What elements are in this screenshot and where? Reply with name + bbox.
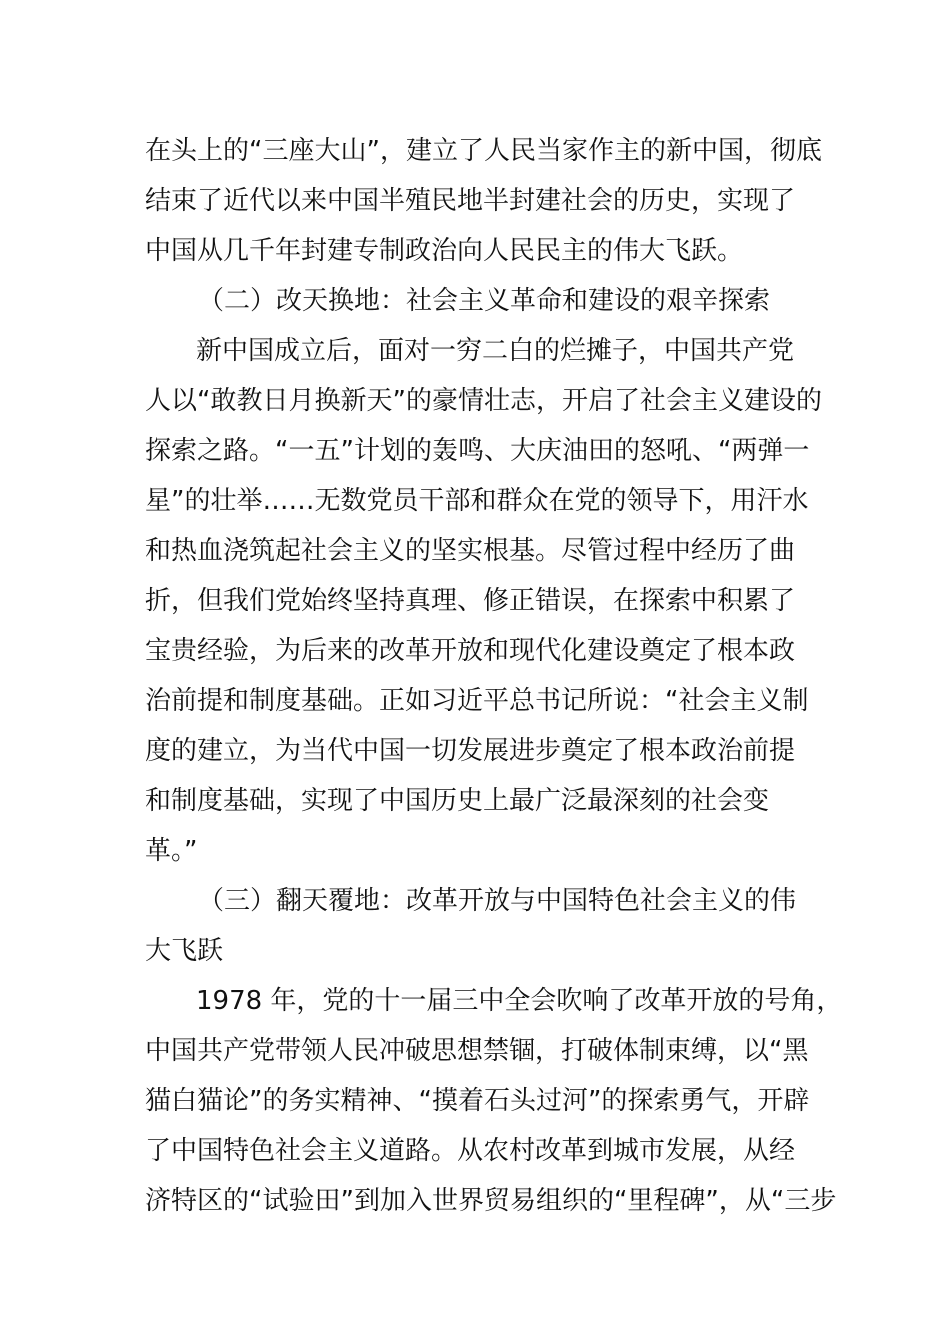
text-line: 新中国成立后，面对一穷二白的烂摊子，中国共产党 — [196, 336, 795, 366]
text-line: 中国共产党带领人民冲破思想禁锢，打破体制束缚，以“黑 — [145, 1036, 809, 1066]
text-line: 结束了近代以来中国半殖民地半封建社会的历史，实现了 — [145, 186, 796, 216]
text-line: 在头上的“三座大山”，建立了人民当家作主的新中国，彻底 — [145, 136, 822, 166]
text-line: 和制度基础，实现了中国历史上最广泛最深刻的社会变 — [145, 786, 770, 816]
text-line: 猫白猫论”的务实精神、“摸着石头过河”的探索勇气，开辟 — [145, 1086, 810, 1116]
text-line: 了中国特色社会主义道路。从农村改革到城市发展，从经 — [145, 1136, 796, 1166]
text-line: 折，但我们党始终坚持真理、修正错误，在探索中积累了 — [145, 586, 796, 616]
text-line: 革。” — [145, 836, 198, 866]
text-line: 和热血浇筑起社会主义的坚实根基。尽管过程中经历了曲 — [145, 536, 796, 566]
section-heading-continued: 大飞跃 — [145, 936, 224, 966]
text-line: 星”的壮举……无数党员干部和群众在党的领导下，用汗水 — [145, 486, 809, 516]
text-line: 治前提和制度基础。正如习近平总书记所说：“社会主义制 — [145, 686, 809, 716]
section-heading: （三）翻天覆地：改革开放与中国特色社会主义的伟 — [198, 886, 797, 916]
text-line: 济特区的“试验田”到加入世界贸易组织的“里程碑”，从“三步 — [145, 1186, 837, 1216]
text-line: 人以“敢教日月换新天”的豪情壮志，开启了社会主义建设的 — [145, 386, 822, 416]
text-line: 宝贵经验，为后来的改革开放和现代化建设奠定了根本政 — [145, 636, 796, 666]
text-line: 度的建立，为当代中国一切发展进步奠定了根本政治前提 — [145, 736, 796, 766]
section-heading: （二）改天换地：社会主义革命和建设的艰辛探索 — [198, 286, 771, 316]
text-line: 1978 年，党的十一届三中全会吹响了改革开放的号角， — [196, 986, 843, 1016]
text-line: 中国从几千年封建专制政治向人民民主的伟大飞跃。 — [145, 236, 744, 266]
text-line: 探索之路。“一五”计划的轰鸣、大庆油田的怒吼、“两弹一 — [145, 436, 810, 466]
